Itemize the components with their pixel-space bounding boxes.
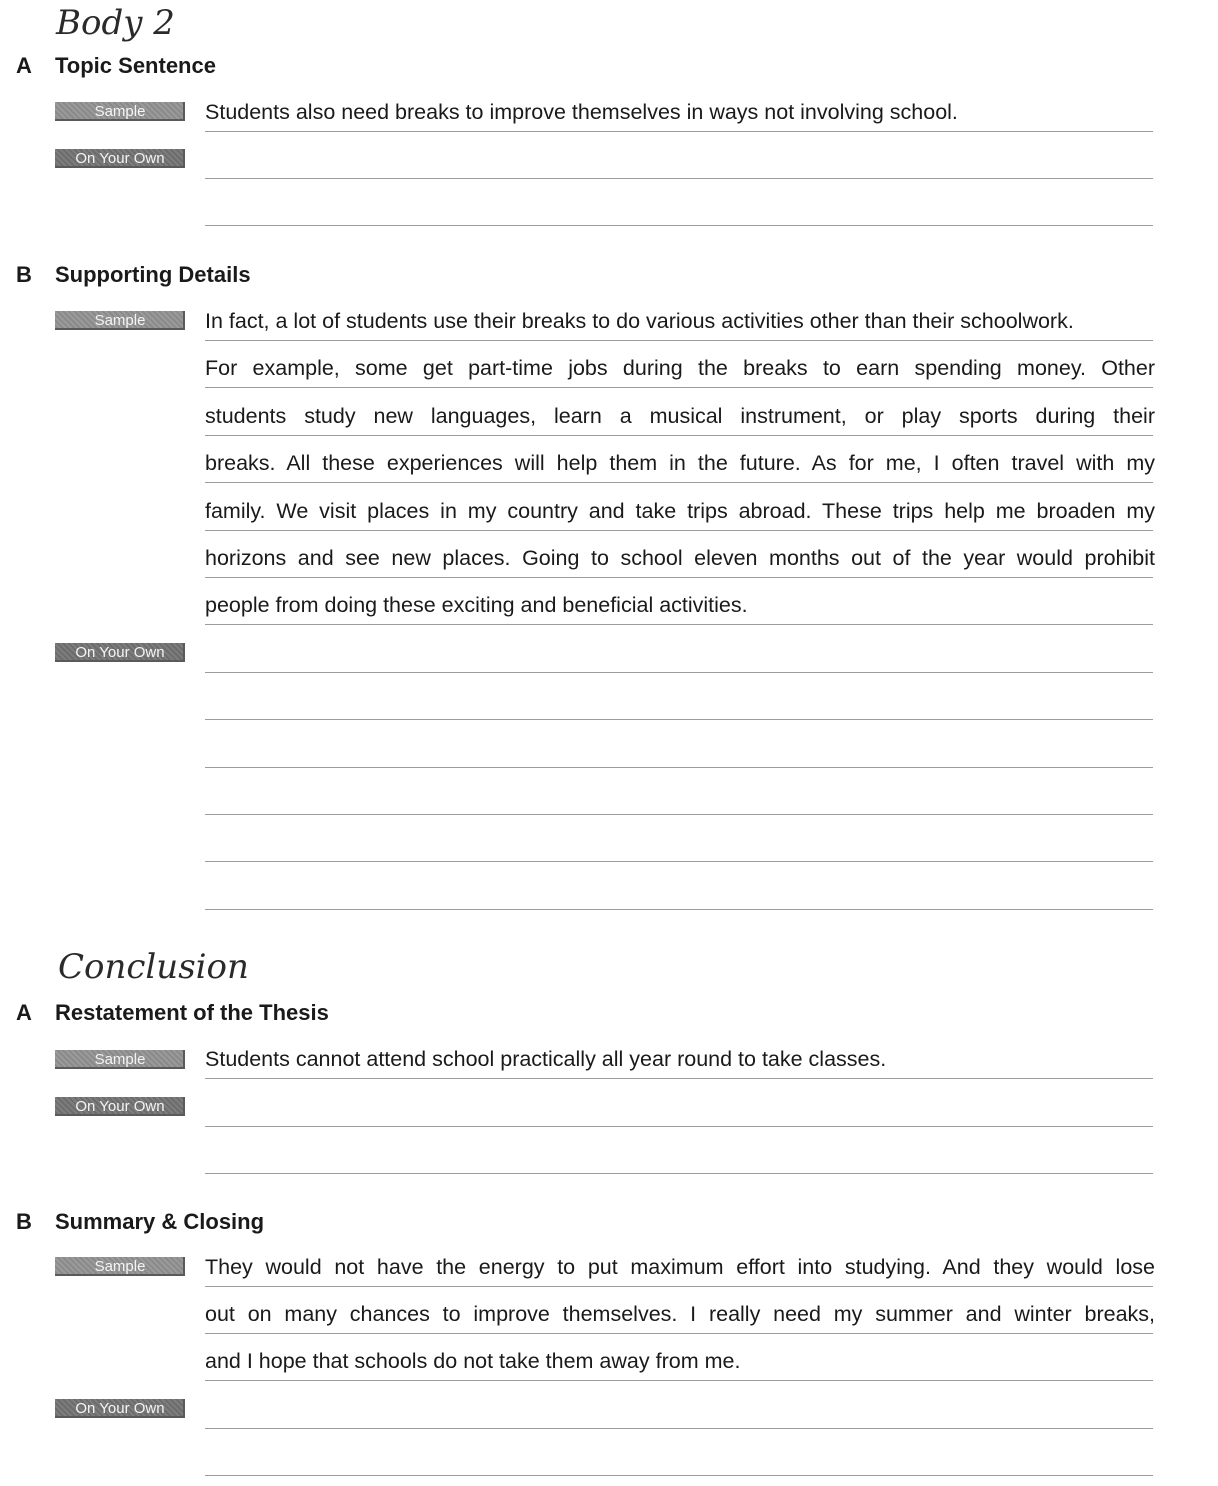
- supporting-sample-tag: Sample: [55, 311, 185, 330]
- restatement-sample-line: Students cannot attend school practically all year round to take classes.: [205, 1047, 887, 1071]
- rule: [205, 131, 1153, 132]
- writing-line[interactable]: [205, 767, 1153, 768]
- topic-letter: A: [16, 53, 32, 78]
- writing-line[interactable]: [205, 1173, 1153, 1174]
- writing-line[interactable]: [205, 719, 1153, 720]
- supporting-line-4: breaks. All these experiences will help them in the future. As for me, I often travel with my: [205, 451, 1155, 475]
- writing-line[interactable]: [205, 1126, 1153, 1127]
- summary-sample-tag: Sample: [55, 1257, 185, 1276]
- body2-heading: Body 2: [56, 3, 175, 43]
- rule: [205, 624, 1153, 625]
- topic-sample-tag: Sample: [55, 102, 185, 121]
- restatement-title: Restatement of the Thesis: [55, 1000, 329, 1025]
- supporting-title: Supporting Details: [55, 262, 251, 287]
- restatement-letter: A: [16, 1000, 32, 1025]
- rule: [205, 482, 1153, 483]
- summary-own-tag: On Your Own: [55, 1399, 185, 1418]
- summary-line-3: and I hope that schools do not take them away from me.: [205, 1349, 741, 1373]
- summary-letter: B: [16, 1209, 32, 1234]
- supporting-line-6: horizons and see new places. Going to school eleven months out of the year would prohibit: [205, 546, 1155, 570]
- rule: [205, 435, 1153, 436]
- writing-line[interactable]: [205, 178, 1153, 179]
- supporting-line-1: In fact, a lot of students use their breaks to do various activities other than their schoolwork.: [205, 309, 1074, 333]
- writing-line[interactable]: [205, 861, 1153, 862]
- conclusion-heading: Conclusion: [58, 947, 249, 987]
- rule: [205, 530, 1153, 531]
- writing-line[interactable]: [205, 909, 1153, 910]
- supporting-line-2: For example, some get part-time jobs during the breaks to earn spending money. Other: [205, 356, 1155, 380]
- writing-line[interactable]: [205, 814, 1153, 815]
- summary-line-2: out on many chances to improve themselves. I really need my summer and winter breaks,: [205, 1302, 1155, 1326]
- rule: [205, 340, 1153, 341]
- writing-line[interactable]: [205, 1475, 1153, 1476]
- rule: [205, 1380, 1153, 1381]
- supporting-line-7: people from doing these exciting and beneficial activities.: [205, 593, 748, 617]
- supporting-line-5: family. We visit places in my country and take trips abroad. These trips help me broaden my: [205, 499, 1155, 523]
- supporting-line-3: students study new languages, learn a musical instrument, or play sports during their: [205, 404, 1155, 428]
- rule: [205, 1333, 1153, 1334]
- writing-line[interactable]: [205, 672, 1153, 673]
- rule: [205, 577, 1153, 578]
- writing-line[interactable]: [205, 225, 1153, 226]
- rule: [205, 1078, 1153, 1079]
- rule: [205, 1286, 1153, 1287]
- summary-title: Summary & Closing: [55, 1209, 265, 1234]
- restatement-sample-tag: Sample: [55, 1050, 185, 1069]
- topic-title: Topic Sentence: [55, 53, 216, 78]
- rule: [205, 387, 1153, 388]
- summary-line-1: They would not have the energy to put maximum effort into studying. And they would lose: [205, 1255, 1155, 1279]
- writing-line[interactable]: [205, 1428, 1153, 1429]
- supporting-letter: B: [16, 262, 32, 287]
- topic-own-tag: On Your Own: [55, 149, 185, 168]
- topic-sample-line: Students also need breaks to improve themselves in ways not involving school.: [205, 100, 958, 124]
- supporting-own-tag: On Your Own: [55, 643, 185, 662]
- restatement-own-tag: On Your Own: [55, 1097, 185, 1116]
